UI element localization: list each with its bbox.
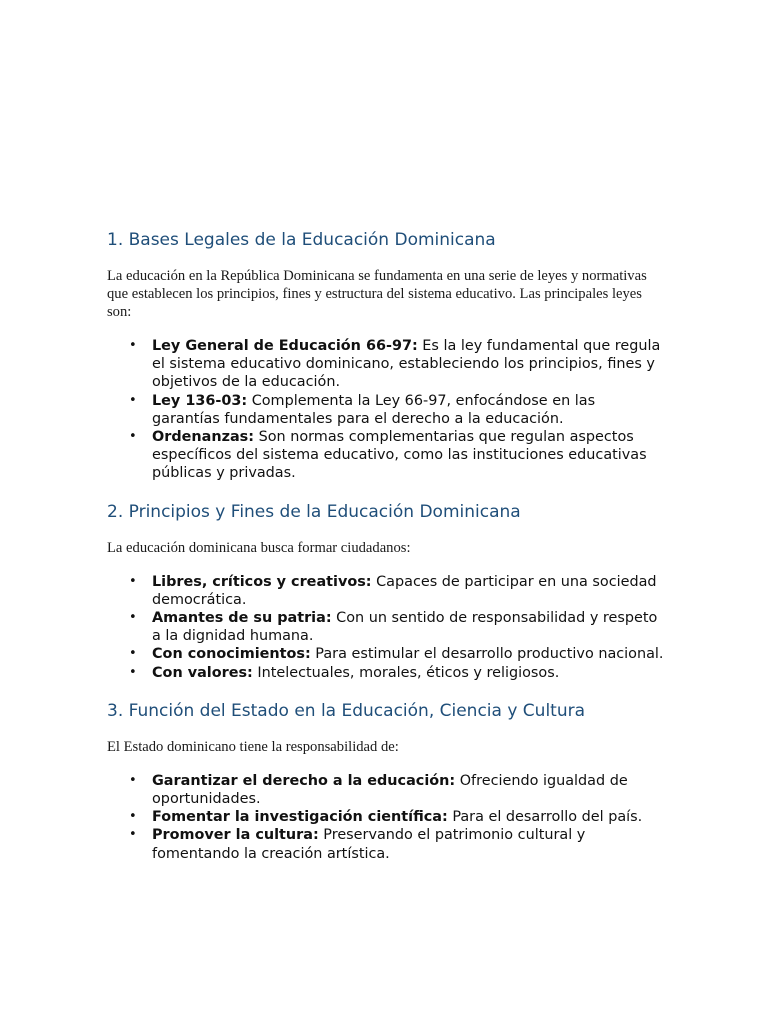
list-item [129, 826, 667, 862]
bullet-icon: • [129, 573, 137, 589]
item-description: Ofreciendo igualdad de oportunidades. [152, 772, 628, 808]
item-description: Es la ley fundamental que regula el sistema educativo dominicano, estableciendo los principios, fines y objetivos de la educación. [152, 338, 661, 391]
bullet-icon: • [129, 338, 137, 353]
section-intro: La educación en la República Dominicana se fundamenta en una serie de leyes y normativas que establecen los principios, fines y estructura del sistema educativo. Las principales leyes son: [107, 268, 647, 320]
bullet-icon: • [129, 646, 137, 662]
list-item [129, 428, 667, 483]
item-term: Amantes de su patria: [152, 610, 332, 627]
bullet-icon: • [129, 610, 137, 626]
section-bases-legales [107, 229, 667, 483]
list-item [129, 337, 667, 392]
bullet-icon: • [129, 827, 137, 843]
bullet-icon: • [129, 809, 137, 825]
item-term: Fomentar la investigación científica: [152, 809, 448, 826]
list-item [129, 808, 667, 826]
bullet-list [107, 772, 667, 863]
item-description: Para estimular el desarrollo productivo nacional. [310, 646, 664, 663]
section-funcion-estado [107, 700, 667, 863]
list-item [129, 573, 667, 609]
item-term: Ley General de Educación 66-97: [152, 338, 418, 354]
item-term: Ley 136-03: [152, 392, 248, 409]
list-item [129, 392, 667, 428]
bullet-list [107, 573, 667, 682]
section-intro: El Estado dominicano tiene la responsabilidad de: [107, 738, 399, 755]
item-term: Con valores: [152, 664, 253, 681]
section-heading: 2. Principios y Fines de la Educación Dominicana [107, 501, 521, 522]
document-page [107, 229, 667, 881]
list-item [129, 772, 667, 808]
item-description: Son normas complementarias que regulan aspectos específicos del sistema educativo, como las instituciones educativas públicas y privadas. [152, 429, 647, 482]
item-term: Ordenanzas: [152, 429, 254, 446]
item-term: Libres, críticos y creativos: [152, 573, 372, 590]
item-term: Con conocimientos: [152, 646, 311, 663]
bullet-icon: • [129, 392, 137, 408]
item-description: Con un sentido de responsabilidad y respeto a la dignidad humana. [152, 610, 658, 645]
section-heading: 1. Bases Legales de la Educación Dominicana [107, 230, 496, 250]
bullet-icon: • [129, 664, 137, 680]
item-description: Para el desarrollo del país. [447, 809, 643, 826]
item-description: Intelectuales, morales, éticos y religiosos. [252, 664, 560, 681]
section-heading: 3. Función del Estado en la Educación, Ciencia y Cultura [107, 700, 586, 721]
bullet-list [107, 337, 667, 483]
list-item [129, 664, 667, 682]
list-item [129, 609, 667, 645]
item-term: Promover la cultura: [152, 827, 319, 844]
item-description: Preservando el patrimonio cultural y fomentando la creación artística. [152, 827, 586, 862]
list-item [129, 645, 667, 663]
item-description: Capaces de participar en una sociedad democrática. [152, 573, 657, 608]
item-description: Complementa la Ley 66-97, enfocándose en las garantías fundamentales para el derecho a la educación. [152, 392, 596, 427]
section-principios-fines [107, 501, 667, 682]
section-intro: La educación dominicana busca formar ciudadanos: [107, 539, 411, 556]
item-term: Garantizar el derecho a la educación: [152, 772, 456, 789]
bullet-icon: • [129, 429, 137, 445]
bullet-icon: • [129, 772, 137, 788]
